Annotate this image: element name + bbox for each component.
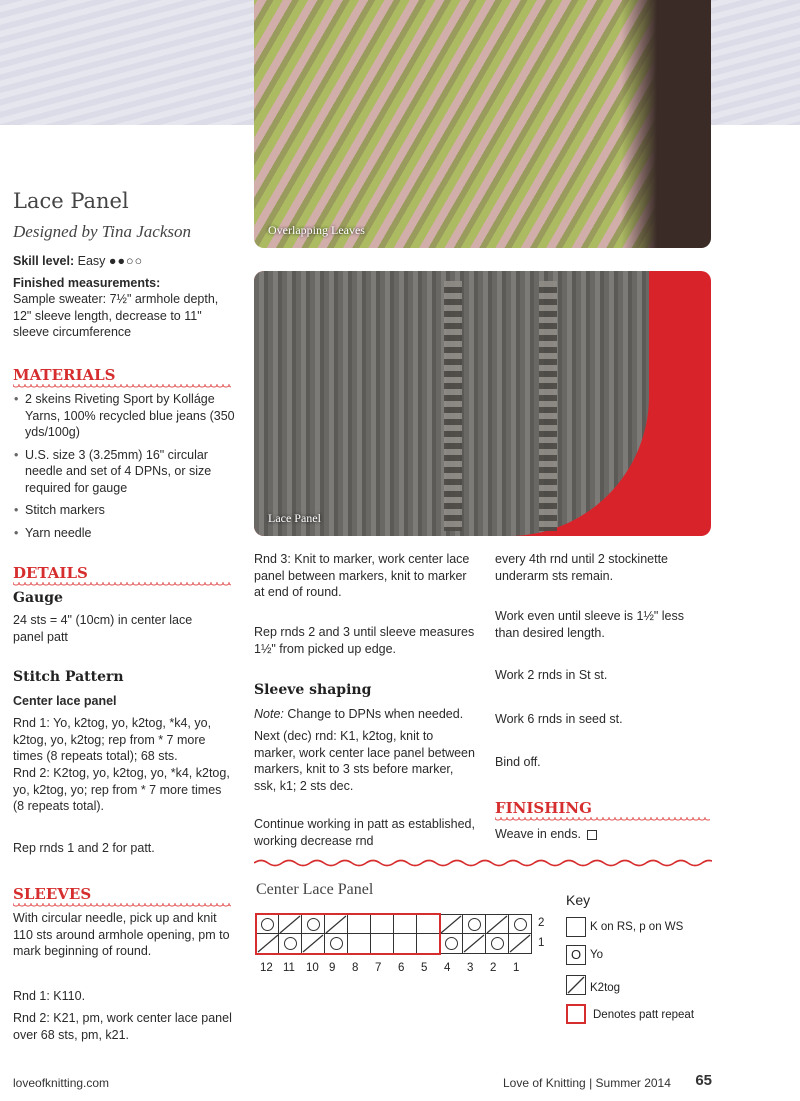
photo-caption-bottom: Lace Panel xyxy=(268,511,321,525)
stitch-pattern-heading: Stitch Pattern xyxy=(13,669,124,685)
sleeves-intro: With circular needle, pick up and knit 110 sts around armhole opening, pm to mark beginning of round. xyxy=(13,911,230,958)
right-p5: Bind off. xyxy=(495,755,541,769)
yo-symbol-icon: O xyxy=(566,945,586,965)
chart-col-label: 5 xyxy=(421,962,428,974)
chart-col-label: 10 xyxy=(306,962,319,974)
chart-col-label: 7 xyxy=(375,962,382,974)
chart-col-label: 2 xyxy=(490,962,497,974)
right-p2: Work even until sleeve is 1½" less than desired length. xyxy=(495,609,685,640)
note-text: Change to DPNs when needed. xyxy=(287,707,464,721)
gauge-text: 24 sts = 4" (10cm) in center lace panel patt xyxy=(13,613,193,644)
photo-caption-top: Overlapping Leaves xyxy=(268,223,365,237)
chart-col-label: 8 xyxy=(352,962,359,974)
materials-list xyxy=(13,391,235,547)
chart-cell-k2tog xyxy=(463,934,486,954)
chart-row-label: 1 xyxy=(538,937,545,949)
photo-shadow xyxy=(621,0,711,248)
chart-col-label: 3 xyxy=(467,962,474,974)
middle-rep-text: Rep rnds 2 and 3 until sleeve measures 1½" from picked up edge. xyxy=(254,625,475,656)
chart-cell-yo xyxy=(440,934,463,954)
chart-cell-yo xyxy=(463,914,486,934)
right-p3: Work 2 rnds in St st. xyxy=(495,668,608,682)
finished-text: Sample sweater: 7½" armhole depth, 12" sleeve length, decrease to 11" sleeve circumference xyxy=(13,292,219,339)
continue-text: Continue working in patt as established, working decrease rnd xyxy=(254,817,475,848)
k2tog-symbol-icon xyxy=(566,975,586,995)
materials-item: • U.S. size 3 (3.25mm) 16" circular needle and set of 4 DPNs, or size required for gauge xyxy=(13,447,235,497)
key-k2tog: K2tog xyxy=(590,982,621,994)
finishing-heading: FINISHING xyxy=(495,799,592,817)
right-p1: every 4th rnd until 2 stockinette underarm sts remain. xyxy=(495,552,669,583)
chart-title: Center Lace Panel xyxy=(256,881,374,898)
footer-credit: Love of Knitting | Summer 2014 xyxy=(503,1076,671,1090)
materials-item: • Yarn needle xyxy=(13,525,235,542)
skill-dots: ●●○○ xyxy=(108,254,144,268)
section-divider xyxy=(13,903,231,909)
photo-lace-column xyxy=(539,281,557,531)
finishing-text-value: Weave in ends. xyxy=(495,827,581,841)
photo-lace-panel xyxy=(254,271,711,536)
key-heading: Key xyxy=(566,892,591,908)
chart-cell-k2tog xyxy=(486,914,509,934)
chart-col-label: 12 xyxy=(260,962,273,974)
skill-level xyxy=(13,253,243,270)
chart-col-label: 6 xyxy=(398,962,405,974)
finishing-text xyxy=(495,826,597,843)
rnd1-text: Rnd 1: Yo, k2tog, yo, k2tog, *k4, yo, k2tog, yo, k2tog; rep from * 7 more times (8 repeats total); 68 sts. xyxy=(13,716,212,763)
repeat-symbol-icon xyxy=(566,1004,586,1024)
footer-magazine: Love of Knitting xyxy=(503,1076,586,1090)
key-yo: Yo xyxy=(590,949,604,961)
skill-label: Skill level: xyxy=(13,254,75,268)
gauge-heading: Gauge xyxy=(13,590,63,606)
footer-issue: Summer 2014 xyxy=(595,1076,671,1090)
chart-col-label: 1 xyxy=(513,962,520,974)
materials-heading: MATERIALS xyxy=(13,366,116,384)
sleeves-heading: SLEEVES xyxy=(13,885,92,903)
section-divider xyxy=(495,817,710,823)
sleeves-rnd1: Rnd 1: K110. xyxy=(13,989,86,1003)
right-p4: Work 6 rnds in seed st. xyxy=(495,712,623,726)
key-repeat: Denotes patt repeat xyxy=(593,1009,695,1021)
shaping-note xyxy=(254,706,463,723)
finished-label: Finished measurements: xyxy=(13,276,161,290)
chart-cell-yo xyxy=(486,934,509,954)
skill-value: Easy xyxy=(77,254,106,268)
chart-col-label: 4 xyxy=(444,962,451,974)
knit-symbol-icon xyxy=(566,917,586,937)
end-mark-icon xyxy=(587,830,597,840)
chart-cell-yo xyxy=(509,914,532,934)
footer-website: loveofknitting.com xyxy=(13,1076,110,1090)
chart-col-label: 11 xyxy=(283,962,295,974)
rep-text: Rep rnds 1 and 2 for patt. xyxy=(13,841,155,855)
rnd2-text: Rnd 2: K2tog, yo, k2tog, yo, *k4, k2tog, yo, k2tog, yo; rep from * 7 more times (8 repeats total). xyxy=(13,766,230,813)
key-knit: K on RS, p on WS xyxy=(590,921,684,933)
chart-divider xyxy=(254,858,712,868)
details-heading: DETAILS xyxy=(13,564,88,582)
materials-item: • 2 skeins Riveting Sport by Kolláge Yarns, 100% recycled blue jeans (350 yds/100g) xyxy=(13,391,235,441)
sleeves-rnd2: Rnd 2: K21, pm, work center lace panel over 68 sts, pm, k21. xyxy=(13,1011,232,1042)
rnd3-text: Rnd 3: Knit to marker, work center lace panel between markers, knit to marker at end of round. xyxy=(254,552,470,599)
chart-row-label: 2 xyxy=(538,917,545,929)
sleeve-shaping-heading: Sleeve shaping xyxy=(254,682,372,698)
section-divider xyxy=(13,582,231,588)
chart-repeat-box xyxy=(255,913,441,955)
center-lace-heading: Center lace panel xyxy=(13,694,117,708)
page-number: 65 xyxy=(695,1072,712,1089)
photo-lace-column xyxy=(444,281,462,531)
materials-item: • Stitch markers xyxy=(13,502,235,519)
photo-overlapping-leaves xyxy=(254,0,711,248)
chart-cell-k2tog xyxy=(440,914,463,934)
note-label: Note: xyxy=(254,707,284,721)
next-rnd-text: Next (dec) rnd: K1, k2tog, knit to marker, work center lace panel between markers, knit to 3 sts before marker, ssk, k1; 2 sts dec. xyxy=(254,729,475,793)
pattern-title: Lace Panel xyxy=(13,189,129,213)
chart-cell-k2tog xyxy=(509,934,532,954)
pattern-byline: Designed by Tina Jackson xyxy=(13,222,191,241)
chart-col-label: 9 xyxy=(329,962,336,974)
section-divider xyxy=(13,384,231,390)
